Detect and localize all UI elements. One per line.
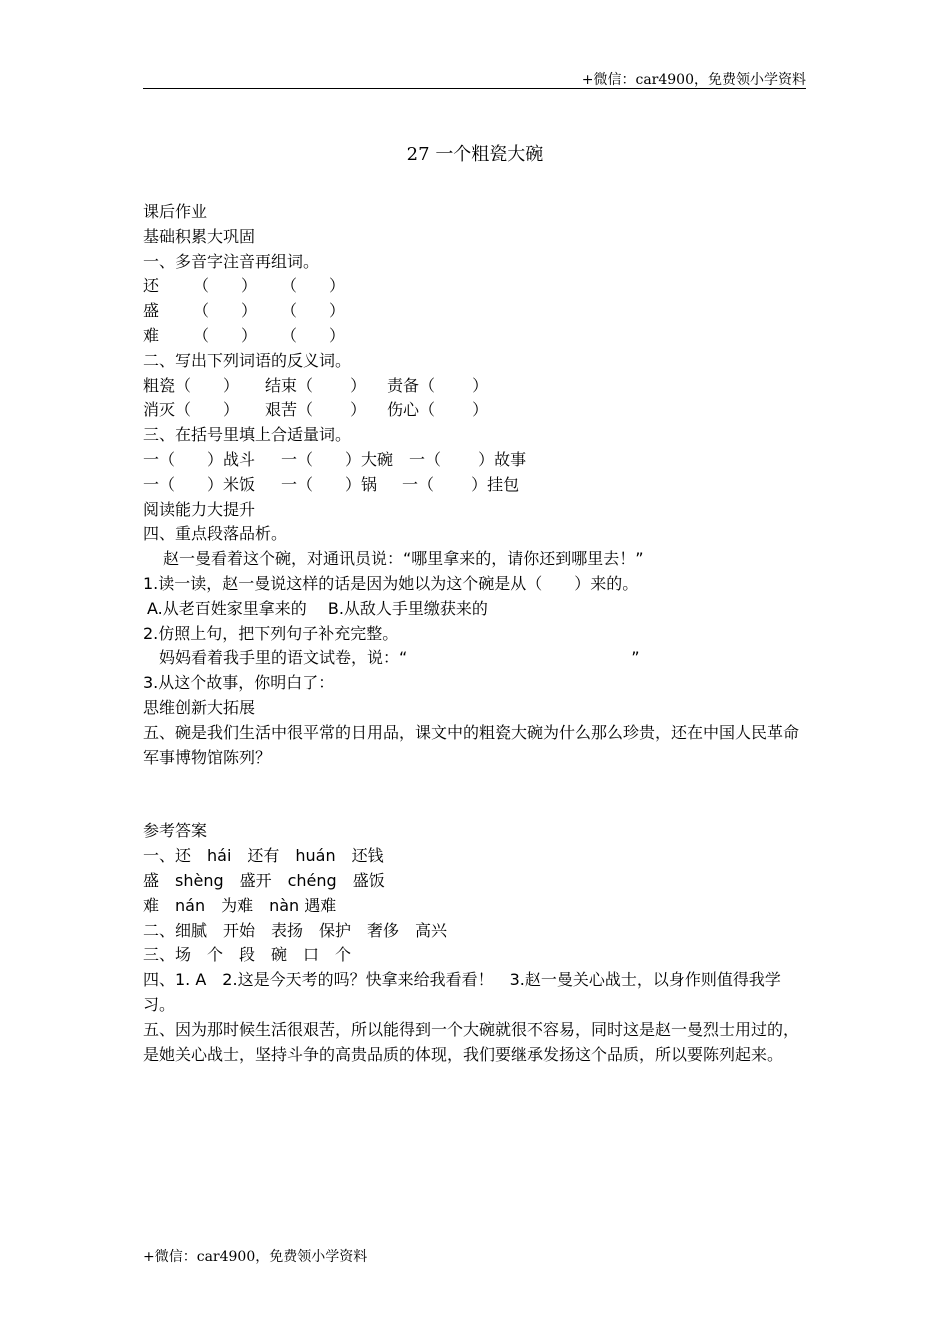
q1-blank: （ ） [281,325,346,345]
lesson-title: 一个粗瓷大碗 [435,144,544,165]
q3-item: 一（ ）米饭 [143,474,256,494]
section-reading: 阅读能力大提升 [143,499,256,519]
q2-heading: 二、写出下列词语的反义词。 [143,350,352,370]
q1-char: 盛 [143,301,160,321]
q1-blank: （ ） [193,301,258,321]
q3-row [143,473,807,498]
q3-item: 一（ ）挂包 [402,474,520,494]
q1-heading: 一、多音字注音再组词。 [143,251,320,271]
section-thinking: 思维创新大拓展 [143,697,256,717]
header-text: +微信：car4900，免费领小学资料 [581,72,806,88]
q3-heading: 三、在括号里填上合适量词。 [143,425,352,445]
q2-item: 伤心（ ） [387,400,489,420]
q4-heading: 四、重点段落品析。 [143,524,288,544]
q4-passage: 赵一曼看着这个碗，对通讯员说：“哪里拿来的，请你还到哪里去！” [163,549,644,569]
answer-5: 五、因为那时候生活很艰苦，所以能得到一个大碗就很不容易，同时这是赵一曼烈士用过的，是她关心战士，坚持斗争的高贵品质的体现，我们要继承发扬这个品质，所以要陈列起来。 [143,1019,800,1064]
page-footer: +微信：car4900，免费领小学资料 [143,1249,368,1265]
q4-sub1: 1.读一读，赵一曼说这样的话是因为她以为这个碗是从（ ）来的。 [143,573,639,593]
q2-item: 消灭（ ） [143,400,240,420]
q4-sub3: 3.从这个故事，你明白了： [143,673,335,693]
q3-row [143,448,807,473]
q1-row [143,299,807,324]
q1-blank: （ ） [193,325,258,345]
q4-sub1-options: A.从老百姓家里拿来的 B.从敌人手里缴获来的 [147,598,488,618]
q3-item: 一（ ）战斗 [143,449,256,469]
page-title [0,140,950,166]
q3-item: 一（ ）锅 [281,474,378,494]
q1-row [143,324,807,349]
q4-sub2: 2.仿照上句，把下列句子补充完整。 [143,623,399,643]
q1-blank: （ ） [281,301,346,321]
spacer [143,770,807,819]
q2-row [143,374,807,399]
q2-item: 粗瓷（ ） [143,375,240,395]
q1-char: 还 [143,276,160,296]
q4-sub2-line: 妈妈看着我手里的语文试卷，说：“ ” [159,648,640,668]
answer-1: 盛 shèng 盛开 chéng 盛饭 [143,870,385,890]
answer-3: 三、场 个 段 碗 口 个 [143,945,352,965]
answers-heading: 参考答案 [143,821,208,841]
q2-item: 结束（ ） [265,375,367,395]
q3-item: 一（ ）故事 [409,449,527,469]
q1-blank: （ ） [193,276,258,296]
q1-blank: （ ） [281,276,346,296]
q5-text: 五、碗是我们生活中很平常的日用品，课文中的粗瓷大碗为什么那么珍贵，还在中国人民革命军事博物馆陈列？ [143,722,800,767]
answer-4: 四、1. A 2.这是今天考的吗？快拿来给我看看！ 3.赵一曼关心战士，以身作则值得我学习。 [143,970,781,1014]
q2-row [143,398,807,423]
worksheet-body [143,200,807,1067]
answer-2: 二、细腻 开始 表扬 保护 奢侈 高兴 [143,920,448,940]
section-basic: 基础积累大巩固 [143,226,256,246]
q1-row [143,274,807,299]
answer-1: 难 nán 为难 nàn 遇难 [143,895,337,915]
answer-1: 一、还 hái 还有 huán 还钱 [143,846,384,866]
q1-char: 难 [143,325,160,345]
q2-item: 责备（ ） [387,375,489,395]
section-homework: 课后作业 [143,202,208,221]
page-header [143,68,806,89]
lesson-number: 27 [406,144,430,165]
q3-item: 一（ ）大碗 [281,449,394,469]
q2-item: 艰苦（ ） [265,400,367,420]
